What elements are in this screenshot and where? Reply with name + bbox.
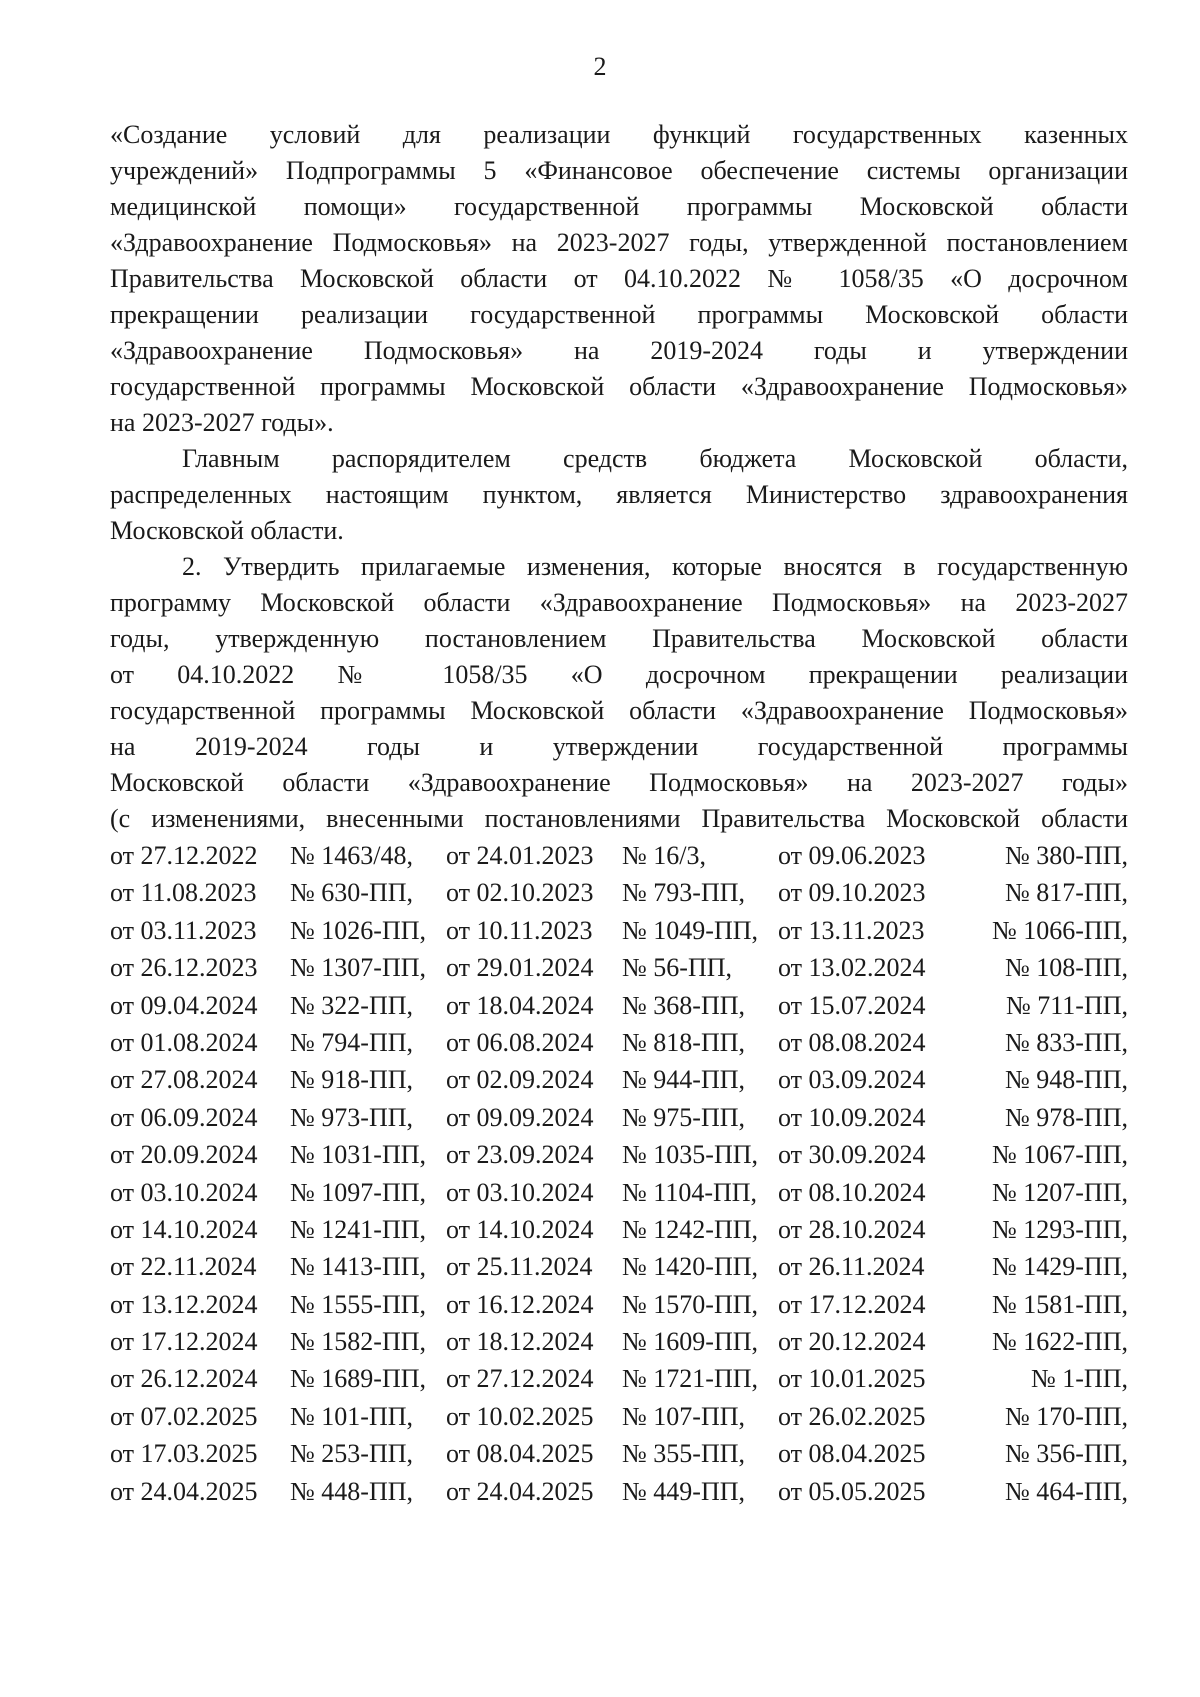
amendment-number: № 1066-ПП, bbox=[991, 915, 1128, 945]
amendment-date: от 24.04.2025 bbox=[446, 1476, 594, 1506]
amendment-number: № 973-ПП, bbox=[290, 1102, 414, 1132]
amendment-number: № 978-ПП, bbox=[1004, 1102, 1128, 1132]
amendment-date: от 05.05.2025 bbox=[778, 1476, 926, 1506]
text-line: годы, утвержденную постановлением Правительства Московской области bbox=[110, 624, 1128, 653]
amendment-number: № 16/3, bbox=[622, 841, 707, 870]
amendment-row bbox=[110, 1024, 1128, 1061]
amendment-number: № 1582-ПП, bbox=[290, 1327, 427, 1357]
amendment-number: № 1721-ПП, bbox=[622, 1364, 759, 1394]
text-line: (с изменениями, внесенными постановлениями Правительства Московской области bbox=[110, 804, 1128, 833]
amendment-date: от 10.11.2023 bbox=[446, 915, 593, 945]
amendment-row bbox=[110, 949, 1128, 986]
amendment-number: № 817-ПП, bbox=[1004, 878, 1128, 908]
amendment-number: № 464-ПП, bbox=[1004, 1476, 1128, 1506]
amendment-date: от 17.03.2025 bbox=[110, 1439, 258, 1469]
amendment-date: от 24.04.2025 bbox=[110, 1476, 258, 1506]
amendment-date: от 15.07.2024 bbox=[778, 990, 926, 1020]
amendment-number: № 833-ПП, bbox=[1004, 1027, 1128, 1057]
amendment-row bbox=[110, 1248, 1128, 1285]
amendment-number: № 630-ПП, bbox=[290, 878, 414, 908]
text-line: Правительства Московской области от 04.10.2022 № 1058/35 «О досрочном bbox=[110, 264, 1128, 293]
amendment-number: № 793-ПП, bbox=[622, 878, 746, 908]
amendment-number: № 1035-ПП, bbox=[622, 1140, 759, 1170]
amendment-date: от 27.08.2024 bbox=[110, 1065, 258, 1095]
amendment-date: от 03.09.2024 bbox=[778, 1065, 926, 1095]
amendment-date: от 11.08.2023 bbox=[110, 878, 257, 908]
amendment-number: № 56-ПП, bbox=[622, 953, 733, 983]
amendment-date: от 18.12.2024 bbox=[446, 1327, 594, 1357]
amendment-number: № 1555-ПП, bbox=[290, 1289, 427, 1319]
amendment-row bbox=[110, 1360, 1128, 1397]
amendment-date: от 25.11.2024 bbox=[446, 1252, 593, 1282]
amendment-number: № 1622-ПП, bbox=[991, 1327, 1128, 1357]
amendment-number: № 794-ПП, bbox=[290, 1027, 414, 1057]
amendment-number: № 1026-ПП, bbox=[290, 915, 427, 945]
paragraph-1 bbox=[110, 117, 1128, 441]
text-line: Московской области «Здравоохранение Подмосковья» на 2023-2027 годы» bbox=[110, 768, 1128, 797]
amendment-number: № 1307-ПП, bbox=[290, 953, 427, 983]
amendment-date: от 03.10.2024 bbox=[446, 1177, 594, 1207]
amendment-date: от 17.12.2024 bbox=[778, 1289, 926, 1319]
amendment-number: № 108-ПП, bbox=[1004, 953, 1128, 983]
amendment-row bbox=[110, 1174, 1128, 1211]
amendment-row bbox=[110, 874, 1128, 911]
text-line: распределенных настоящим пунктом, является Министерство здравоохранения bbox=[110, 480, 1128, 509]
text-line: «Здравоохранение Подмосковья» на 2019-2024 годы и утверждении bbox=[110, 336, 1128, 365]
amendment-date: от 13.12.2024 bbox=[110, 1289, 258, 1319]
text-line: от 04.10.2022 № 1058/35 «О досрочном прекращении реализации bbox=[110, 660, 1128, 689]
amendment-date: от 06.09.2024 bbox=[110, 1102, 258, 1132]
amendment-date: от 27.12.2024 bbox=[446, 1364, 594, 1394]
amendment-date: от 16.12.2024 bbox=[446, 1289, 594, 1319]
text-line: 2. Утвердить прилагаемые изменения, которые вносятся в государственную bbox=[182, 552, 1128, 581]
amendment-number: № 107-ПП, bbox=[622, 1401, 746, 1431]
text-line: на 2019-2024 годы и утверждении государственной программы bbox=[110, 732, 1128, 761]
amendment-row bbox=[110, 1473, 1128, 1510]
amendment-date: от 03.11.2023 bbox=[110, 915, 257, 945]
amendment-date: от 14.10.2024 bbox=[110, 1214, 258, 1244]
amendment-number: № 448-ПП, bbox=[290, 1476, 414, 1506]
amendment-number: № 1-ПП, bbox=[1030, 1364, 1128, 1394]
amendment-date: от 17.12.2024 bbox=[110, 1327, 258, 1357]
amendment-number: № 380-ПП, bbox=[1004, 841, 1128, 870]
amendment-date: от 13.02.2024 bbox=[778, 953, 926, 983]
amendment-number: № 253-ПП, bbox=[290, 1439, 414, 1469]
page-number: 2 bbox=[593, 52, 607, 81]
paragraph-3 bbox=[110, 549, 1128, 837]
amendment-row bbox=[110, 1398, 1128, 1435]
amendment-number: № 1104-ПП, bbox=[622, 1177, 758, 1207]
text-line: Главным распорядителем средств бюджета Московской области, bbox=[182, 444, 1128, 473]
amendment-number: № 170-ПП, bbox=[1004, 1401, 1128, 1431]
amendment-number: № 1581-ПП, bbox=[991, 1289, 1128, 1319]
amendment-number: № 1097-ПП, bbox=[290, 1177, 427, 1207]
amendment-date: от 03.10.2024 bbox=[110, 1177, 258, 1207]
amendment-number: № 101-ПП, bbox=[290, 1401, 414, 1431]
amendment-date: от 09.09.2024 bbox=[446, 1102, 594, 1132]
text-line: «Здравоохранение Подмосковья» на 2023-2027 годы, утвержденной постановлением bbox=[110, 228, 1128, 257]
amendments-list bbox=[110, 837, 1128, 1510]
amendment-row bbox=[110, 1099, 1128, 1136]
amendment-row bbox=[110, 1211, 1128, 1248]
amendment-number: № 1429-ПП, bbox=[991, 1252, 1128, 1282]
amendment-date: от 30.09.2024 bbox=[778, 1140, 926, 1170]
amendment-row bbox=[110, 1286, 1128, 1323]
amendment-date: от 26.11.2024 bbox=[778, 1252, 925, 1282]
amendment-number: № 1463/48, bbox=[290, 841, 414, 870]
amendment-date: от 29.01.2024 bbox=[446, 953, 594, 983]
amendment-date: от 20.09.2024 bbox=[110, 1140, 258, 1170]
amendment-number: № 1031-ПП, bbox=[290, 1140, 427, 1170]
amendment-number: № 1689-ПП, bbox=[290, 1364, 427, 1394]
amendment-date: от 18.04.2024 bbox=[446, 990, 594, 1020]
amendment-date: от 20.12.2024 bbox=[778, 1327, 926, 1357]
amendment-date: от 08.10.2024 bbox=[778, 1177, 926, 1207]
amendment-date: от 22.11.2024 bbox=[110, 1252, 257, 1282]
amendment-number: № 449-ПП, bbox=[622, 1476, 746, 1506]
amendment-date: от 10.02.2025 bbox=[446, 1401, 594, 1431]
text-line: учреждений» Подпрограммы 5 «Финансовое обеспечение системы организации bbox=[110, 156, 1128, 185]
amendment-number: № 355-ПП, bbox=[622, 1439, 746, 1469]
amendment-date: от 08.04.2025 bbox=[778, 1439, 926, 1469]
amendment-number: № 711-ПП, bbox=[1005, 990, 1128, 1020]
amendment-number: № 1241-ПП, bbox=[290, 1214, 427, 1244]
amendment-date: от 01.08.2024 bbox=[110, 1027, 258, 1057]
amendment-number: № 1293-ПП, bbox=[991, 1214, 1128, 1244]
amendment-number: № 1067-ПП, bbox=[991, 1140, 1128, 1170]
text-line: «Создание условий для реализации функций государственных казенных bbox=[110, 120, 1128, 149]
paragraph-2 bbox=[110, 441, 1128, 549]
amendment-date: от 10.09.2024 bbox=[778, 1102, 926, 1132]
text-line: государственной программы Московской области «Здравоохранение Подмосковья» bbox=[110, 696, 1128, 725]
amendment-date: от 10.01.2025 bbox=[778, 1364, 926, 1394]
amendment-date: от 09.06.2023 bbox=[778, 841, 926, 870]
amendment-number: № 948-ПП, bbox=[1004, 1065, 1128, 1095]
amendment-row bbox=[110, 912, 1128, 949]
amendment-row bbox=[110, 1061, 1128, 1098]
amendment-number: № 322-ПП, bbox=[290, 990, 414, 1020]
amendment-number: № 918-ПП, bbox=[290, 1065, 414, 1095]
amendment-number: № 1207-ПП, bbox=[991, 1177, 1128, 1207]
amendment-number: № 1242-ПП, bbox=[622, 1214, 759, 1244]
text-line: государственной программы Московской области «Здравоохранение Подмосковья» bbox=[110, 372, 1128, 401]
amendment-date: от 09.10.2023 bbox=[778, 878, 926, 908]
amendment-row bbox=[110, 1435, 1128, 1472]
amendment-date: от 14.10.2024 bbox=[446, 1214, 594, 1244]
amendment-row bbox=[110, 1136, 1128, 1173]
amendment-row bbox=[110, 1323, 1128, 1360]
text-line: прекращении реализации государственной программы Московской области bbox=[110, 300, 1128, 329]
amendment-date: от 24.01.2023 bbox=[446, 841, 594, 870]
amendment-number: № 818-ПП, bbox=[622, 1027, 746, 1057]
amendment-number: № 1609-ПП, bbox=[622, 1327, 759, 1357]
amendment-date: от 08.08.2024 bbox=[778, 1027, 926, 1057]
amendment-date: от 28.10.2024 bbox=[778, 1214, 926, 1244]
amendment-number: № 1570-ПП, bbox=[622, 1289, 759, 1319]
amendment-row bbox=[110, 837, 1128, 874]
amendment-number: № 1413-ПП, bbox=[290, 1252, 427, 1282]
amendment-number: № 1049-ПП, bbox=[622, 915, 759, 945]
amendment-row bbox=[110, 987, 1128, 1024]
amendment-date: от 02.09.2024 bbox=[446, 1065, 594, 1095]
document-body bbox=[110, 117, 1128, 1510]
text-line: программу Московской области «Здравоохранение Подмосковья» на 2023-2027 bbox=[110, 588, 1128, 617]
amendment-number: № 356-ПП, bbox=[1004, 1439, 1128, 1469]
amendment-date: от 23.09.2024 bbox=[446, 1140, 594, 1170]
amendment-number: № 368-ПП, bbox=[622, 990, 746, 1020]
amendment-date: от 26.12.2024 bbox=[110, 1364, 258, 1394]
amendment-date: от 06.08.2024 bbox=[446, 1027, 594, 1057]
amendment-date: от 08.04.2025 bbox=[446, 1439, 594, 1469]
text-line: на 2023-2027 годы». bbox=[110, 408, 334, 437]
amendment-number: № 975-ПП, bbox=[622, 1102, 746, 1132]
amendment-date: от 27.12.2022 bbox=[110, 841, 258, 870]
amendment-date: от 07.02.2025 bbox=[110, 1401, 258, 1431]
text-line: медицинской помощи» государственной программы Московской области bbox=[110, 192, 1128, 221]
amendment-date: от 26.12.2023 bbox=[110, 953, 258, 983]
amendment-date: от 09.04.2024 bbox=[110, 990, 258, 1020]
amendment-date: от 02.10.2023 bbox=[446, 878, 594, 908]
text-line: Московской области. bbox=[110, 516, 344, 545]
amendment-number: № 944-ПП, bbox=[622, 1065, 746, 1095]
amendment-date: от 26.02.2025 bbox=[778, 1401, 926, 1431]
amendment-date: от 13.11.2023 bbox=[778, 915, 925, 945]
amendment-number: № 1420-ПП, bbox=[622, 1252, 759, 1282]
